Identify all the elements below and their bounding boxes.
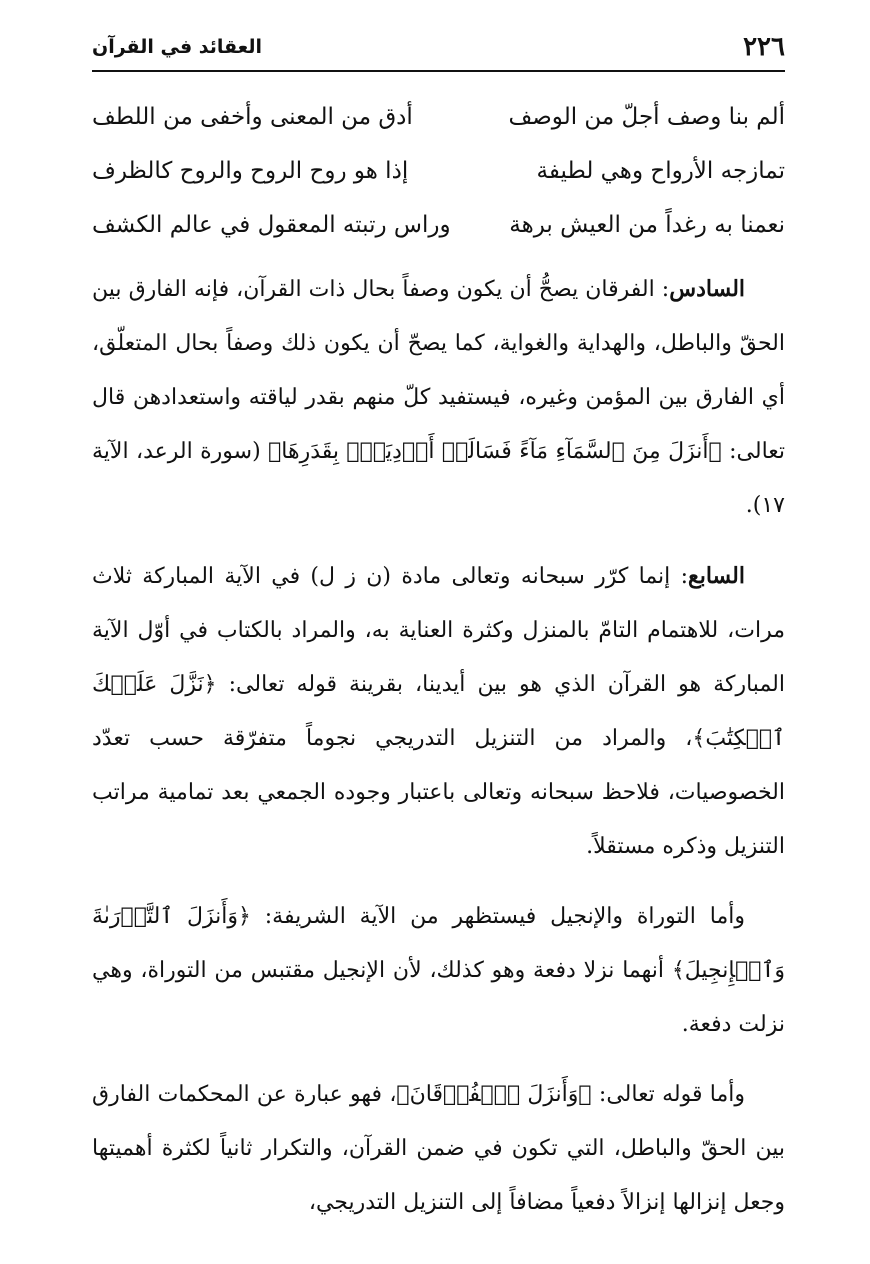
poem-verse: [92, 104, 785, 158]
poem-verse: [92, 158, 785, 212]
paragraph-text: وأما قوله تعالى:: [591, 1082, 745, 1107]
quran-quote: ﴿وَأَنزَلَ ٱلۡفُرۡقَانَ﴾: [396, 1082, 592, 1107]
paragraph-lead: السابع: [688, 563, 745, 589]
paragraph-text: : الفرقان يصحُّ أن يكون وصفاً بحال ذات القرآن، فإنه الفارق بين الحقّ والباطل، والهداية والغواية، كما يصحّ أن يكون ذلك وصفاً بحال المتعلّق، أي الفارق بين المؤمن وغيره، فيستفيد كلّ منهم بقدر لياقته واستعدادهن قال تعالى:: [92, 277, 786, 464]
paragraph-sixth: [92, 262, 785, 533]
page-header: [92, 30, 785, 72]
running-title: العقائد في القرآن: [92, 36, 263, 58]
verse-first-hemistich: ألم بنا وصف أجلّ من الوصف: [508, 104, 785, 130]
paragraph-text: (سورة الرعد، الآية ١٧).: [92, 439, 785, 518]
paragraph-text: ، والمراد من التنزيل التدريجي نجوماً متفرّقة حسب تعدّد الخصوصيات، فلاحظ سبحانه وتعالى باعتبار وجوده الجمعي بعد تمامية مراتب التنزيل وذكره مستقلاً.: [92, 726, 785, 859]
quran-quote: ﴿وَأَنزَلَ ٱلتَّوۡرَىٰةَ وَٱلۡإِنجِيلَ﴾: [92, 904, 785, 983]
verse-second-hemistich: إذا هو روح الروح والروح كالظرف: [92, 158, 409, 184]
quran-quote: ﴿نَزَّلَ عَلَيۡكَ ٱلۡكِتَٰبَ﴾: [92, 672, 785, 751]
paragraph-text: أنهما نزلا دفعة وهو كذلك، لأن الإنجيل مقتبس من التوراة، وهي نزلت دفعة.: [92, 958, 785, 1037]
verse-second-hemistich: وراس رتبته المعقول في عالم الكشف: [92, 212, 451, 238]
paragraph-torah-gospel: [92, 890, 785, 1052]
quran-quote: ﴿أَنزَلَ مِنَ ٱلسَّمَآءِ مَآءً فَسَالَتۡ أَوۡدِيَةُۢ بِقَدَرِهَا﴾: [268, 439, 722, 464]
verse-first-hemistich: نعمنا به رغداً من العيش برهة: [509, 212, 785, 238]
poem-verse: [92, 212, 785, 266]
paragraph-text: : إنما كرّر سبحانه وتعالى مادة (ن ز ل) في الآية المباركة ثلاث مرات، للاهتمام التامّ بالمنزل وكثرة العناية به، والمراد بالكتاب في أوّل الآية المباركة هو القرآن الذي هو بين أيدينا، بقرينة قوله تعالى:: [92, 564, 785, 697]
paragraph-seventh: [92, 549, 785, 874]
poem: [92, 104, 785, 266]
verse-second-hemistich: أدق من المعنى وأخفى من اللطف: [92, 104, 413, 130]
verse-first-hemistich: تمازجه الأرواح وهي لطيفة: [536, 158, 785, 184]
paragraph-lead: السادس: [669, 276, 746, 302]
paragraph-text: ، فهو عبارة عن المحكمات الفارق بين الحقّ والباطل، التي تكون في ضمن القرآن، والتكرار ثانياً لكثرة أهميتها وجعل إنزالها إنزالاً دفعياً مضافاً إلى التنزيل التدريجي،: [92, 1082, 785, 1215]
page-number: ٢٢٦: [743, 32, 785, 62]
paragraph-text: وأما التوراة والإنجيل فيستظهر من الآية الشريفة:: [250, 904, 745, 929]
body-text: [92, 262, 785, 1230]
paragraph-furqan: [92, 1068, 785, 1230]
